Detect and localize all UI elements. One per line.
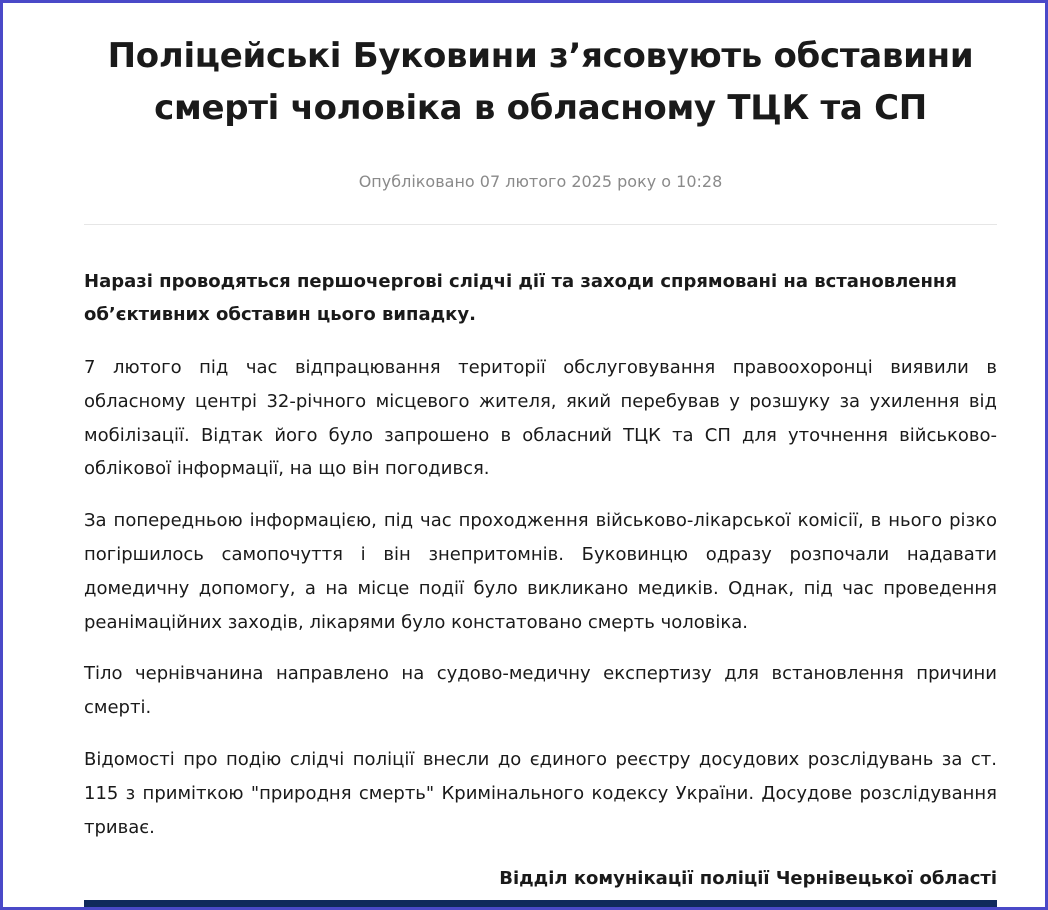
article-lead: Наразі проводяться першочергові слідчі дії та заходи спрямовані на встановлення об’єктивних обставин цього випадку. — [84, 271, 957, 325]
article-paragraph: Відомості про подію слідчі поліції внесли до єдиного реєстру досудових розслідувань за ст. 115 з приміткою "природня смерть" Кримінального кодексу України. Досудове розслідування триває. — [84, 748, 997, 838]
article-paragraph: 7 лютого під час відпрацювання території обслуговування правоохоронці виявили в обласному центрі 32-річного місцевого жителя, який перебував у розшуку за ухилення від мобілізації. Відтак його було запрошено в обласний ТЦК та СП для уточнення військово-облікової інформації, на що він погодився. — [84, 357, 997, 480]
footer-bar — [84, 900, 997, 907]
header-divider — [84, 224, 997, 225]
article-paragraph: Тіло чернівчанина направлено на судово-медичну експертизу для встановлення причини смерті. — [84, 663, 997, 719]
article-title: Поліцейські Буковини з’ясовують обставини смерті чоловіка в обласному ТЦК та СП — [107, 36, 974, 128]
article-signature: Відділ комунікації поліції Чернівецької області — [499, 868, 997, 890]
article-paragraph: За попередньою інформацією, під час проходження військово-лікарської комісії, в нього різко погіршилось самопочуття і він знепритомнів. Буковинцю одразу розпочали надавати домедичну допомогу, а на місце події було викликано медиків. Однак, під час проведення реанімаційних заходів, лікарями було констатовано смерть чоловіка. — [84, 510, 997, 633]
publish-date: Опубліковано 07 лютого 2025 року о 10:28 — [358, 172, 723, 191]
news-article — [84, 0, 997, 894]
